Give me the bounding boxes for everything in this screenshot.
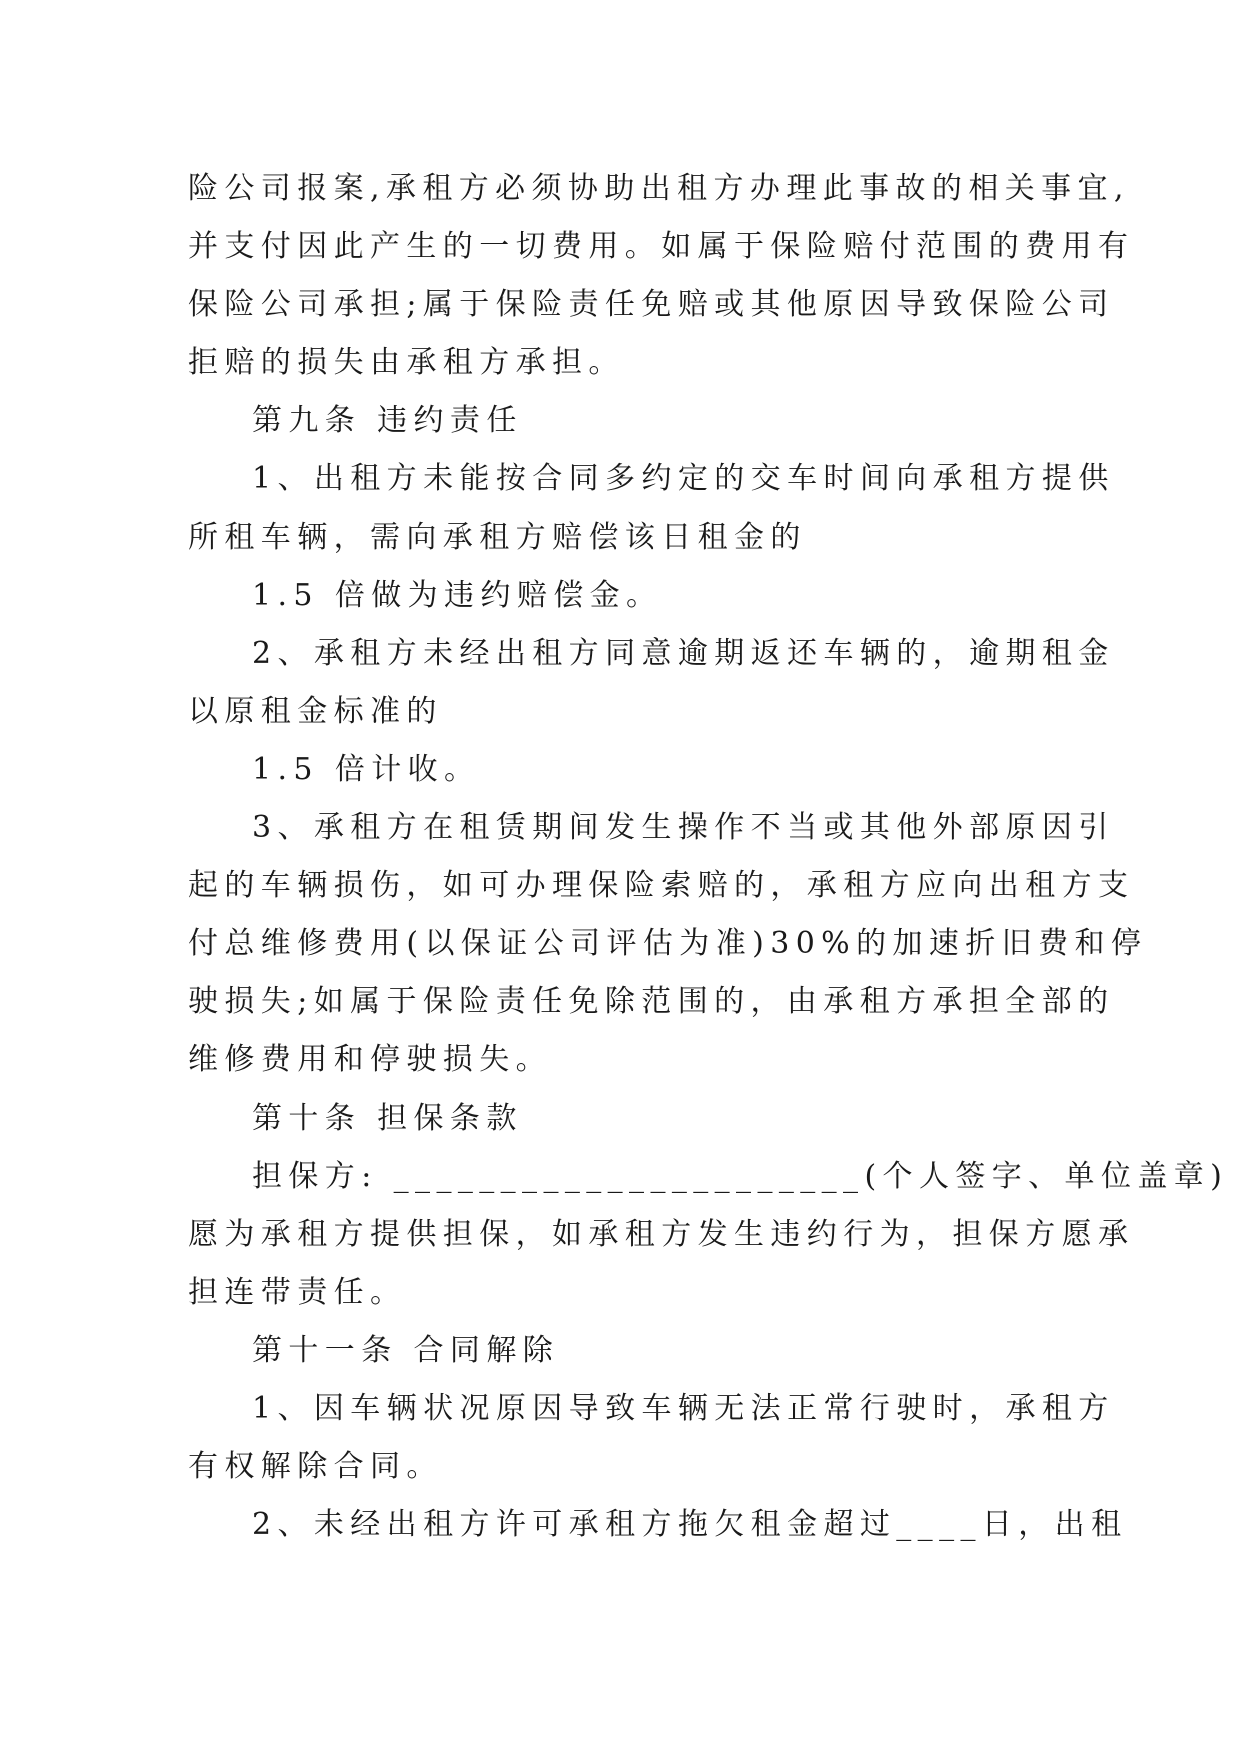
text-line: 1.5 倍做为违约赔偿金。 — [252, 577, 663, 613]
text-line: 3、承租方在租赁期间发生操作不当或其他外部原因引 — [252, 810, 1115, 846]
text-line: 担连带责任。 — [188, 1274, 407, 1310]
text-line: 起的车辆损伤，如可办理保险索赔的，承租方应向出租方支 — [188, 868, 1135, 904]
text-line: 第九条 违约责任 — [252, 403, 523, 439]
text-line: 拒赔的损失由承租方承担。 — [188, 345, 625, 381]
text-line: 付总维修费用(以保证公司评估为准)30%的加速折旧费和停 — [188, 926, 1148, 962]
text-line: 所租车辆，需向承租方赔偿该日租金的 — [188, 519, 807, 555]
text-line: 1.5 倍计收。 — [252, 751, 481, 787]
text-line: 并支付因此产生的一切费用。如属于保险赔付范围的费用有 — [188, 229, 1135, 265]
text-line: 第十条 担保条款 — [252, 1100, 523, 1136]
document-body — [188, 160, 1229, 1554]
text-line: 以原租金标准的 — [188, 693, 443, 729]
text-line: 有权解除合同。 — [188, 1449, 443, 1485]
text-line: 驶损失;如属于保险责任免除范围的，由承租方承担全部的 — [188, 984, 1115, 1020]
text-line: 保险公司承担;属于保险责任免赔或其他原因导致保险公司 — [188, 287, 1115, 323]
text-line: 维修费用和停驶损失。 — [188, 1042, 552, 1078]
text-line: 2、未经出租方许可承租方拖欠租金超过____日，出租 — [252, 1507, 1128, 1543]
text-line: 1、出租方未能按合同多约定的交车时间向承租方提供 — [252, 461, 1115, 497]
text-line: 1、因车辆状况原因导致车辆无法正常行驶时，承租方 — [252, 1390, 1115, 1426]
text-line: 第十一条 合同解除 — [252, 1332, 560, 1368]
text-line: 2、承租方未经出租方同意逾期返还车辆的，逾期租金 — [252, 635, 1115, 671]
text-line: 担保方: ______________________(个人签字、单位盖章) — [252, 1158, 1229, 1194]
text-line: 险公司报案,承租方必须协助出租方办理此事故的相关事宜, — [188, 171, 1130, 206]
text-line: 愿为承租方提供担保，如承租方发生违约行为，担保方愿承 — [188, 1216, 1135, 1252]
